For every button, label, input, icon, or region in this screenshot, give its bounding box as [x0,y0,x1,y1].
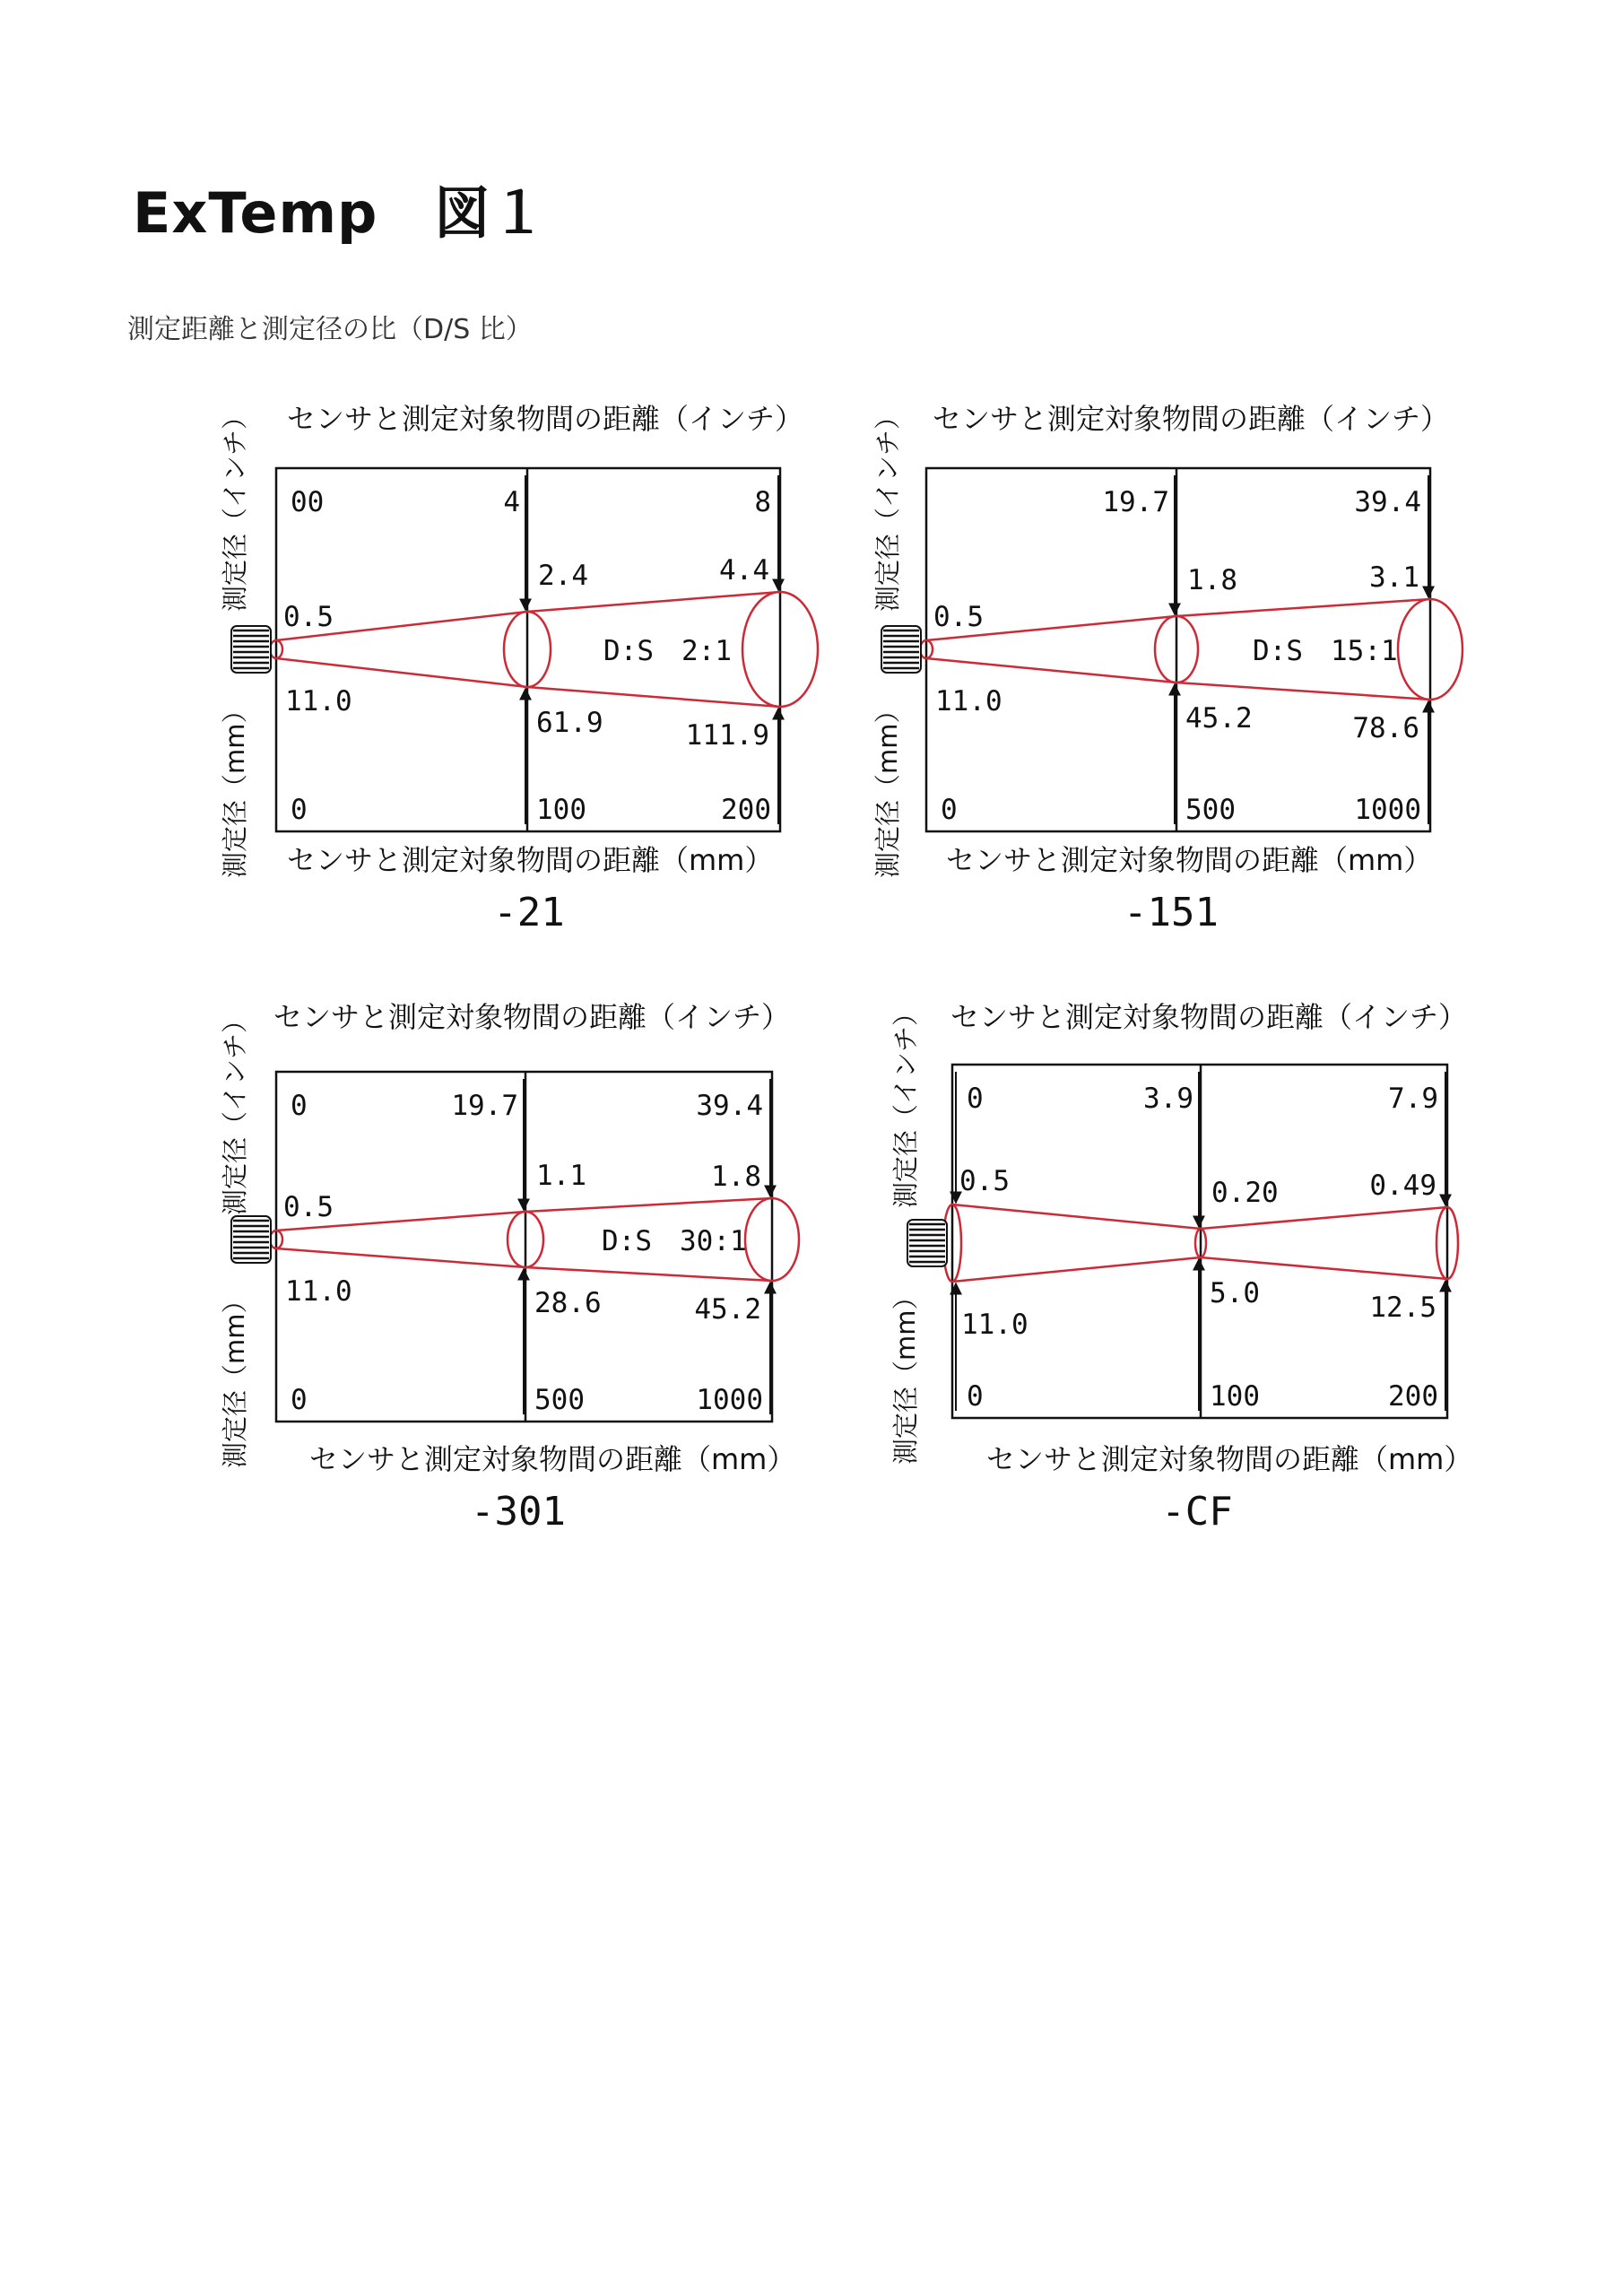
sensor-head-icon [881,626,921,673]
beam-edge-bottom-far [525,1267,772,1281]
spot-inch-2: 0.49 [1369,1170,1436,1202]
dist-mm-2: 200 [721,794,771,826]
spot-inch-2: 1.8 [711,1161,761,1193]
dist-mm-1: 100 [1210,1380,1260,1413]
spot-inch-0: 0.5 [959,1165,1010,1197]
model-caption: -151 [1124,890,1219,935]
dist-inch-1: 3.9 [1143,1083,1193,1115]
dist-mm-0: 0 [291,1384,308,1416]
beam-edge-bottom-far [1201,1257,1447,1279]
ds-ratio-label: D:S 2:1 [603,635,732,667]
dist-mm-0: 0 [941,794,958,826]
dist-inch-2: 39.4 [1354,486,1421,518]
dist-inch-2: 8 [754,486,771,518]
sensor-head-icon [907,1220,947,1266]
spot-mm-1: 45.2 [1185,702,1253,735]
spot-inch-2: 4.4 [719,554,769,587]
ds-ratio-label: D:S 30:1 [602,1225,747,1257]
dist-mm-1: 500 [534,1384,585,1416]
spot-inch-1: 1.8 [1187,564,1237,596]
dist-inch-0: 0 [291,1090,308,1122]
spot-mm-1: 5.0 [1210,1277,1260,1309]
spot-inch-1: 1.1 [536,1160,586,1192]
spot-mm-0: 11.0 [285,685,352,718]
side-label-inch: 測定径（インチ） [890,999,921,1208]
spot-mm-2: 78.6 [1352,712,1419,744]
dist-mm-1: 500 [1185,794,1236,826]
side-label-mm: 測定径（mm） [890,1283,921,1465]
sensor-body [907,1220,947,1266]
spot-mm-2: 111.9 [685,719,769,752]
model-caption: -301 [471,1489,566,1535]
diagram-dcf [907,1065,1458,1418]
sensor-head-icon [231,1216,271,1263]
dist-mm-2: 200 [1388,1380,1438,1413]
beam-edge-top-far [525,1198,772,1212]
beam-edge-bottom-near [952,1257,1201,1282]
sensor-body [231,626,271,673]
bottom-axis-label: センサと測定対象物間の距離（mm） [287,843,774,877]
side-label-inch: 測定径（インチ） [220,403,250,612]
sensor-body [231,1216,271,1263]
spot-inch-0: 0.5 [283,1191,334,1223]
spot-mm-2: 12.5 [1369,1292,1436,1324]
beam-edge-bottom-near [276,658,527,687]
spot-inch-1: 0.20 [1211,1177,1279,1209]
spot-inch-2: 3.1 [1369,561,1419,594]
dist-inch-1: 19.7 [451,1090,518,1122]
top-axis-label: センサと測定対象物間の距離（インチ） [273,1000,791,1034]
sensor-body [881,626,921,673]
diagram-d21 [231,468,818,831]
dist-mm-0: 0 [967,1380,984,1413]
page-subtitle: 測定距離と測定径の比（D/S 比） [127,314,533,345]
top-axis-label: センサと測定対象物間の距離（インチ） [933,402,1450,436]
beam-edge-bottom-near [276,1248,525,1267]
beam-edge-bottom-far [1176,683,1430,700]
top-axis-label: センサと測定対象物間の距離（インチ） [950,1000,1468,1034]
sensor-head-icon [231,626,271,673]
beam-edge-bottom-near [926,658,1176,683]
side-label-mm: 測定径（mm） [872,697,903,878]
model-caption: -21 [493,890,565,935]
spot-inch-1: 2.4 [538,560,588,592]
dist-mm-2: 1000 [1354,794,1421,826]
dist-mm-0: 0 [291,794,308,826]
spot-inch-0: 0.5 [283,601,334,633]
spot-mm-0: 11.0 [935,685,1002,718]
dist-mm-1: 100 [536,794,586,826]
dist-inch-0: 0 [967,1083,984,1115]
spot-mm-2: 45.2 [694,1293,761,1326]
beam-edge-top-far [1176,599,1430,616]
beam-edge-top-near [952,1205,1201,1229]
dist-inch-2: 7.9 [1388,1083,1438,1115]
side-label-mm: 測定径（mm） [220,1287,250,1468]
dist-inch-0: 00 [291,486,325,518]
side-label-inch: 測定径（インチ） [872,403,903,612]
dist-inch-2: 39.4 [696,1090,763,1122]
bottom-axis-label: センサと測定対象物間の距離（mm） [309,1442,796,1476]
top-axis-label: センサと測定対象物間の距離（インチ） [287,402,804,436]
spot-mm-0: 11.0 [961,1309,1028,1341]
side-label-mm: 測定径（mm） [220,697,250,878]
dist-mm-2: 1000 [696,1384,763,1416]
dist-inch-1: 4 [503,486,520,518]
spot-mm-0: 11.0 [285,1275,352,1308]
beam-edge-top-far [527,592,780,612]
diagram-d301 [231,1072,799,1422]
model-caption: -CF [1161,1489,1233,1535]
bottom-axis-label: センサと測定対象物間の距離（mm） [946,843,1433,877]
diagram-d151 [881,468,1462,831]
bottom-axis-label: センサと測定対象物間の距離（mm） [986,1442,1473,1476]
spot-inch-0: 0.5 [933,601,984,633]
dist-inch-1: 19.7 [1102,486,1169,518]
beam-edge-top-far [1201,1207,1447,1229]
spot-mm-1: 61.9 [536,707,603,739]
ds-ratio-label: D:S 15:1 [1253,635,1398,667]
page-title: ExTemp 図１ [133,180,548,246]
spot-mm-1: 28.6 [534,1287,602,1319]
side-label-inch: 測定径（インチ） [220,1006,250,1215]
beam-edge-bottom-far [527,687,780,707]
